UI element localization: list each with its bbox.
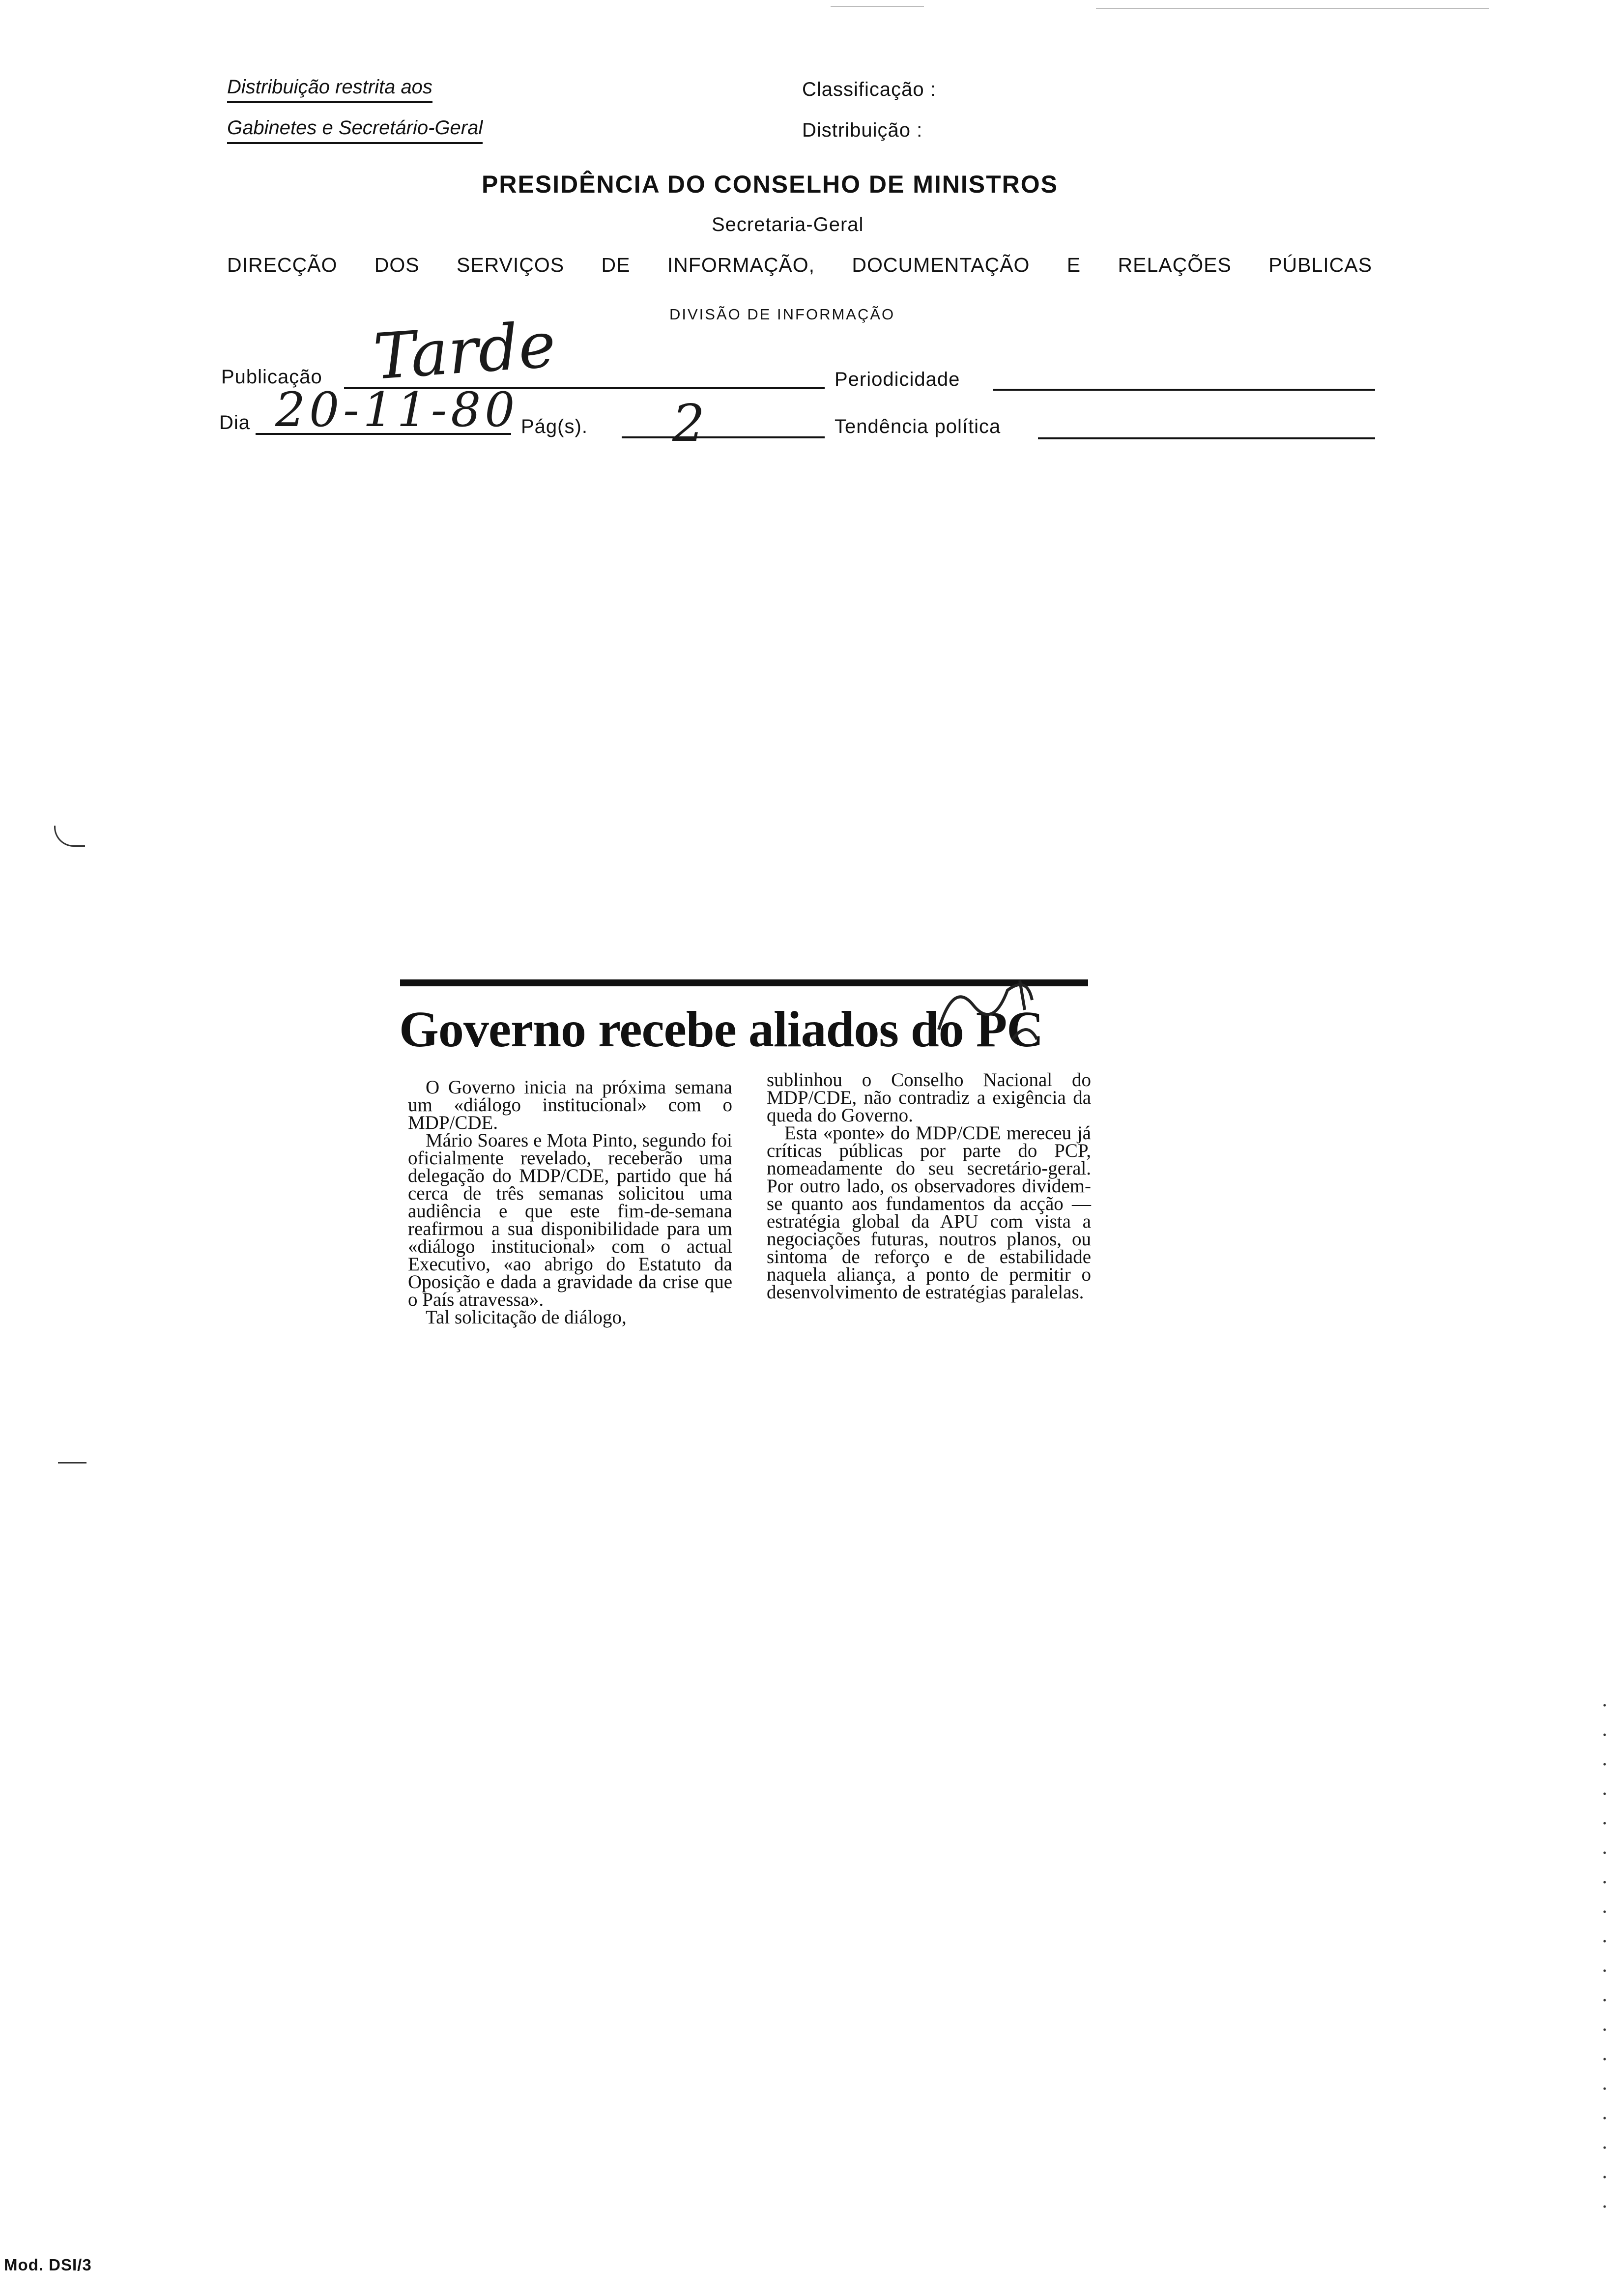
directorate-word: DOS xyxy=(374,254,420,276)
classification-label: Classificação : xyxy=(802,79,936,100)
top-faint-rule-right xyxy=(1096,8,1489,9)
directorate-word: DIRECÇÃO xyxy=(227,254,338,276)
clipping-scribble xyxy=(934,971,1042,1062)
clipping-paragraph: sublinhou o Conselho Nacional do MDP/CDE, não contradiz a exigência da queda do Governo. xyxy=(767,1069,1091,1126)
clipping-paragraph: O Governo inicia na próxima semana um «diálogo institucional» com o MDP/CDE. xyxy=(408,1077,732,1133)
top-faint-rule-left xyxy=(831,6,924,7)
directorate-word: PÚBLICAS xyxy=(1268,254,1372,276)
distribution-line-2: Gabinetes e Secretário-Geral xyxy=(227,117,483,144)
periodicidade-label: Periodicidade xyxy=(835,369,960,390)
directorate-word: E xyxy=(1066,254,1081,276)
margin-mark xyxy=(58,1462,86,1464)
dia-handwritten-value: 20-11-80 xyxy=(275,382,519,437)
distribution-label: Distribuição : xyxy=(802,119,923,141)
division-label: DIVISÃO DE INFORMAÇÃO xyxy=(669,306,895,323)
directorate-word: DE xyxy=(601,254,631,276)
dia-label: Dia xyxy=(219,412,251,433)
scribble-icon xyxy=(934,971,1042,1054)
directorate-word: INFORMAÇÃO, xyxy=(667,254,815,276)
clipping-paragraph: Tal solicitação de diálogo, xyxy=(426,1307,627,1328)
directorate-line xyxy=(227,254,1372,277)
perforation-dots xyxy=(1603,1691,1606,2231)
tendencia-label: Tendência política xyxy=(835,416,1001,437)
clipping-column-1 xyxy=(408,1079,732,1326)
periodicidade-field-line xyxy=(993,389,1375,391)
tendencia-field-line xyxy=(1038,437,1375,439)
page-subtitle: Secretaria-Geral xyxy=(712,214,864,235)
distribution-line-1: Distribuição restrita aos xyxy=(227,76,432,103)
publicacao-handwritten-value: Tarde xyxy=(371,308,558,394)
newspaper-clipping xyxy=(393,971,1140,1413)
form-code: Mod. DSI/3 xyxy=(4,2256,92,2274)
directorate-word: SERVIÇOS xyxy=(456,254,565,276)
clipping-paragraph: Mário Soares e Mota Pinto, segundo foi oficialmente revelado, receberão uma delegação do MDP/CDE, partido que há cerca de três semanas solicitou uma audiência e que este fim-de-semana reafirmou a sua disponibilidade para um «diálogo institucional» com o actual Executivo, «ao abrigo do Estatuto da Oposição e dada a gravidade da crise que o País atravessa». xyxy=(408,1130,732,1310)
pags-handwritten-value: 2 xyxy=(672,393,705,453)
pags-field-line xyxy=(622,436,825,438)
pags-label: Pág(s). xyxy=(521,416,588,437)
clipping-column-2 xyxy=(767,1071,1091,1301)
margin-mark xyxy=(54,826,85,847)
page-title: PRESIDÊNCIA DO CONSELHO DE MINISTROS xyxy=(482,171,1059,198)
clipping-headline: Governo recebe aliados do PC xyxy=(399,1001,1043,1058)
clipping-paragraph: Esta «ponte» do MDP/CDE mereceu já críticas públicas por parte do PCP, nomeadamente do seu secretário-geral. Por outro lado, os observadores dividem-se quanto aos fundamentos da acção — estratégia global da APU com vista a negociações futuras, noutros planos, ou sintoma de reforço e de estabilidade naquela aliança, a ponto de permitir o desenvolvimento de estratégias paralelas. xyxy=(767,1122,1091,1303)
publicacao-label: Publicação xyxy=(221,366,322,388)
directorate-word: RELAÇÕES xyxy=(1118,254,1232,276)
directorate-word: DOCUMENTAÇÃO xyxy=(852,254,1030,276)
